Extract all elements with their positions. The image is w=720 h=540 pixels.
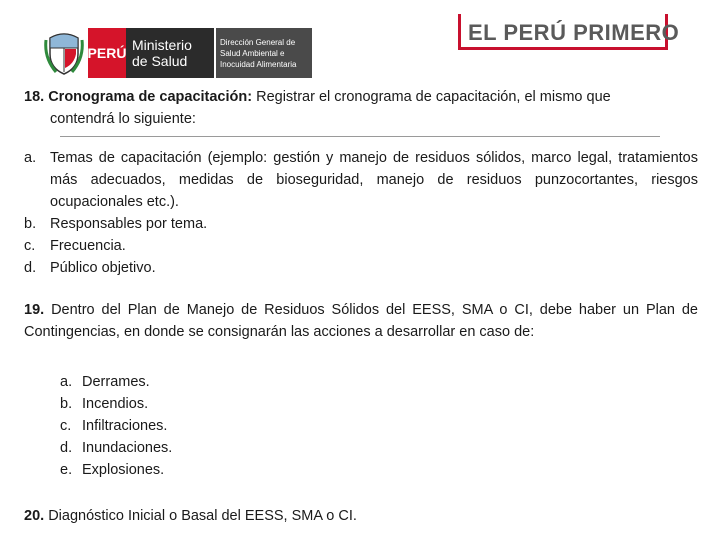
list-text: Explosiones. xyxy=(82,462,165,478)
peru-label: PERÚ xyxy=(88,28,126,78)
section-18 xyxy=(24,86,698,130)
section-18-text-b: contendrá lo siguiente: xyxy=(50,111,196,127)
list-marker: a. xyxy=(24,150,37,166)
direction-line-2: Salud Ambiental e xyxy=(220,48,285,58)
list-text: Frecuencia. xyxy=(50,238,126,254)
section-19-list xyxy=(60,371,698,481)
section-18-heading xyxy=(24,86,698,108)
list-marker: a. xyxy=(60,374,73,390)
document-body xyxy=(24,86,698,527)
ministry-line-1: Ministerio xyxy=(132,37,192,53)
list-item xyxy=(60,415,698,437)
list-text: Derrames. xyxy=(82,374,150,390)
list-item xyxy=(24,257,698,279)
section-18-title: Cronograma de capacitación: xyxy=(48,89,253,105)
list-marker: b. xyxy=(60,396,73,412)
list-item xyxy=(60,393,698,415)
section-18-text-a: Registrar el cronograma de capacitación, el mismo que xyxy=(256,89,611,105)
list-text: Público objetivo. xyxy=(50,260,156,276)
list-item xyxy=(24,147,698,213)
list-text: Responsables por tema. xyxy=(50,216,208,232)
list-item xyxy=(60,371,698,393)
section-18-number: 18. xyxy=(24,89,45,105)
section-19 xyxy=(24,299,698,343)
direction-line-1: Dirección General de xyxy=(220,37,296,47)
list-text: Infiltraciones. xyxy=(82,418,168,434)
ministry-name xyxy=(126,28,214,78)
section-19-text: Dentro del Plan de Manejo de Residuos Sólidos del EESS, SMA o CI, debe haber un Plan de Contingencias, en donde se consignarán las acciones a desarrollar en caso de: xyxy=(24,302,698,340)
direction-line-3: Inocuidad Alimentaria xyxy=(220,59,297,69)
section-20-number: 20. xyxy=(24,508,45,524)
list-marker: d. xyxy=(24,260,37,276)
list-marker: e. xyxy=(60,462,73,478)
direction-name xyxy=(216,28,312,78)
ministry-line-2: de Salud xyxy=(132,53,188,69)
ministry-logo xyxy=(88,28,312,78)
brand-text: EL PERÚ PRIMERO xyxy=(468,20,680,45)
el-peru-primero-logo xyxy=(458,14,680,50)
section-20 xyxy=(24,505,698,527)
list-text: Temas de capacitación (ejemplo: gestión y manejo de residuos sólidos, marco legal, tratamientos más adecuados, medidas de bioseguridad, manejo de residuos punzocortantes, riesgos ocupacionales etc.). xyxy=(50,150,698,210)
list-text: Inundaciones. xyxy=(82,440,173,456)
list-item xyxy=(24,213,698,235)
list-marker: b. xyxy=(24,216,37,232)
section-18-list xyxy=(24,147,698,279)
divider xyxy=(60,136,660,137)
page-header xyxy=(0,0,720,88)
list-text: Incendios. xyxy=(82,396,149,412)
section-20-text: Diagnóstico Inicial o Basal del EESS, SMA o CI. xyxy=(48,508,357,524)
list-marker: c. xyxy=(24,238,36,254)
list-item xyxy=(24,235,698,257)
list-item xyxy=(60,459,698,481)
peru-coat-of-arms-icon xyxy=(44,28,84,76)
list-item xyxy=(60,437,698,459)
list-marker: d. xyxy=(60,440,73,456)
list-marker: c. xyxy=(60,418,72,434)
section-19-number: 19. xyxy=(24,302,45,318)
